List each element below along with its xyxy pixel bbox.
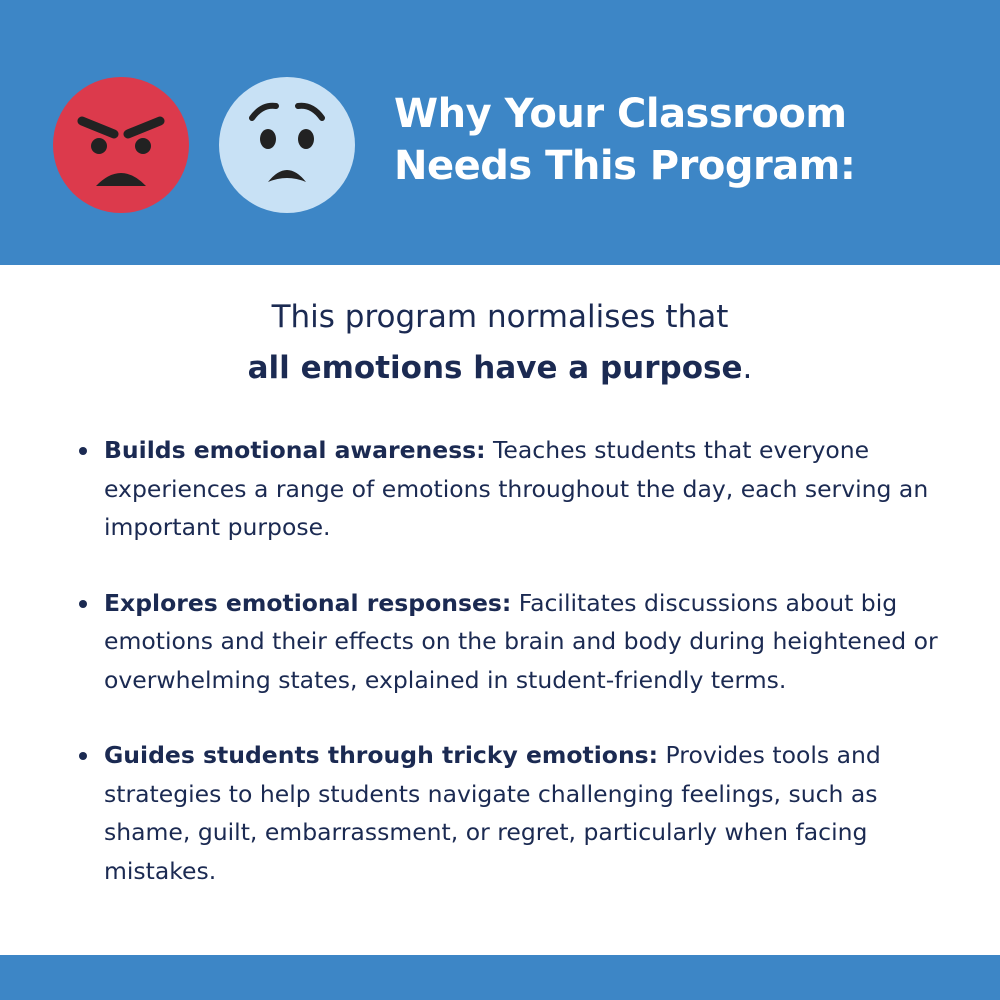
bullet-dot-icon (79, 447, 87, 455)
bullet-text: Teaches students that everyone experiences a range of emotions throughout the day, each serving an important purpose. (104, 436, 929, 541)
intro-statement (0, 292, 1000, 394)
intro-emphasis: all emotions have a purpose (247, 350, 743, 386)
bullet-dot-icon (79, 600, 87, 608)
worried-left-eye (260, 129, 276, 149)
benefits-list (76, 431, 956, 927)
intro-period: . (742, 350, 753, 386)
worried-face-icon (218, 76, 356, 214)
header-banner (0, 0, 1000, 265)
bullet-heading: Guides students through tricky emotions: (104, 741, 659, 769)
footer-bar (0, 955, 1000, 1000)
bullet-heading: Builds emotional awareness: (104, 436, 486, 464)
bullet-text: Provides tools and strategies to help students navigate challenging feelings, such as shame, guilt, embarrassment, or regret, particularly when facing mistakes. (104, 741, 881, 885)
bullet-dot-icon (79, 752, 87, 760)
angry-right-eye (135, 138, 151, 154)
angry-left-eye (91, 138, 107, 154)
intro-line-2 (0, 343, 1000, 394)
angry-face-icon (52, 76, 190, 214)
worried-right-eye (298, 129, 314, 149)
title-line-1: Why Your Classroom (394, 91, 847, 137)
intro-line-1: This program normalises that (271, 299, 729, 335)
list-item (76, 431, 956, 547)
bullet-text: Facilitates discussions about big emotions and their effects on the brain and body during heightened or overwhelming states, explained in student-friendly terms. (104, 588, 938, 694)
worried-face-circle (219, 77, 355, 213)
page-title (394, 88, 994, 192)
list-item (76, 584, 956, 700)
list-item (76, 736, 956, 890)
bullet-heading: Explores emotional responses: (104, 588, 512, 617)
title-line-2: Needs This Program: (394, 143, 856, 189)
angry-face-circle (53, 77, 189, 213)
